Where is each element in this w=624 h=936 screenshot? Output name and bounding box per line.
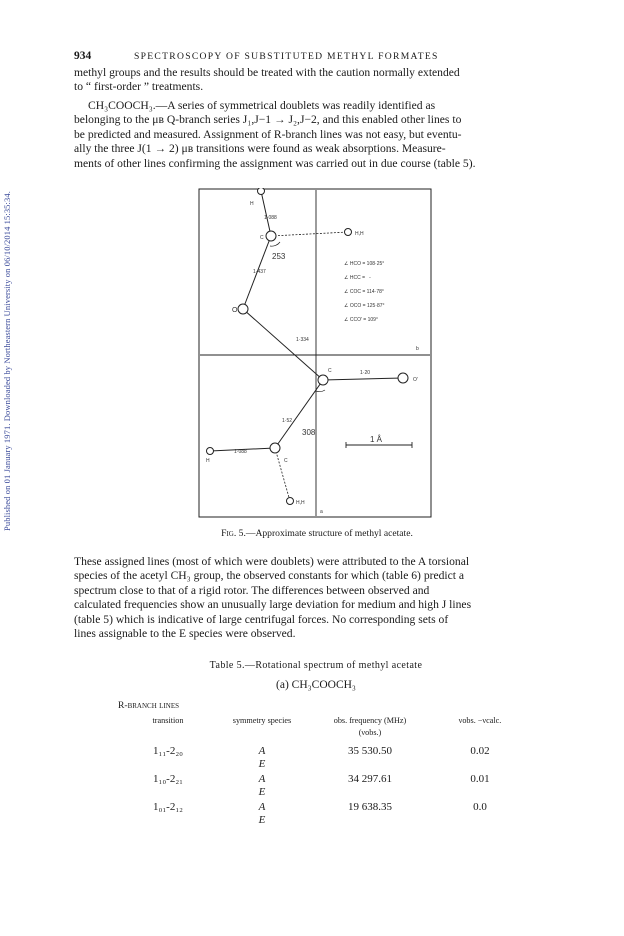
bond-o-c-mid (243, 309, 323, 380)
header-frequency: obs. frequency (MHz) (333, 716, 407, 725)
paragraph-2 (74, 99, 554, 171)
text-line: ally the three J(1 → 2) μʙ transitions were found as weak absorptions. Measure- (74, 142, 446, 156)
label-angle-308: 308 (302, 428, 316, 437)
figure-caption (172, 528, 462, 539)
label-o-prime: O′ (413, 377, 418, 383)
symmetry-a: A (258, 773, 266, 785)
text-line: ments of other lines confirming the assignment was carried out in due course (table 5). (74, 156, 476, 170)
label-bond-1088-bot: 1·088 (234, 449, 247, 455)
text-line: methyl groups and the results should be treated with the caution normally extended (74, 66, 460, 79)
table-row: 1₀₁-2₁₂ (152, 801, 183, 813)
text-line: be predicted and measured. Assignment of R-branch lines was not easy, but eventu- (74, 127, 462, 141)
atom-hh-bot (287, 498, 294, 505)
angle-arc-308 (316, 390, 325, 392)
symmetry-e: E (258, 814, 266, 826)
text-line: calculated frequencies show an unusually large deviation for medium and high J lines (74, 598, 472, 612)
label-hh-top: H,H (355, 231, 364, 237)
angle-coc: ∠ COC = 114·78° (344, 289, 384, 295)
label-angle-253: 253 (272, 252, 286, 261)
atom-h-bot (207, 448, 214, 455)
table-subtitle: (a) CH₃COOCH₃ (276, 679, 356, 691)
label-bond-120: 1·20 (360, 370, 371, 376)
text-line: belonging to the μʙ Q-branch series J₁,J−1 → J₂,J−2, and this enabled other lines to (74, 113, 462, 127)
obs-frequency: 35 530.50 (348, 745, 392, 757)
text-line: species of the acetyl CH₃ group, the observed constants for which (table 6) predict a (74, 569, 465, 583)
header-difference: νobs. −νcalc. (458, 716, 502, 725)
obs-frequency: 34 297.61 (348, 773, 392, 785)
figure-frame (199, 189, 431, 517)
paragraph-1 (74, 66, 554, 95)
atom-h-top (258, 188, 265, 195)
text-line: These assigned lines (most of which were doublets) were attributed to the A torsional (74, 555, 470, 568)
bond-c-hh-bot (275, 448, 290, 501)
publication-sidebar-note: Published on 01 January 1971. Downloaded by Northeastern University on 06/10/2014 15:35:34. (2, 191, 12, 531)
label-bond-1437: 1·437 (253, 269, 266, 275)
atom-o-prime (398, 373, 408, 383)
obs-minus-calc: 0.02 (470, 745, 490, 757)
text-line: to “ first-order ” treatments. (74, 80, 204, 94)
label-h-bot: H (206, 458, 210, 464)
label-bond-1088-top: 1·088 (264, 215, 277, 221)
atom-c-mid (318, 375, 328, 385)
page-number: 934 (74, 50, 92, 62)
label-h-top: H (250, 201, 254, 207)
symmetry-e: E (258, 758, 266, 770)
table-title: Table 5.—Rotational spectrum of methyl acetate (209, 660, 423, 671)
obs-frequency: 19 638.35 (348, 801, 392, 813)
text-line: (table 5) which is indicative of large centrifugal forces. No corresponding sets of (74, 612, 449, 626)
label-bond-1334: 1·334 (296, 337, 309, 343)
obs-minus-calc: 0.0 (473, 801, 487, 813)
text-line: spectrum close to that of a rigid rotor. The differences between observed and (74, 583, 430, 597)
figure-caption-text: —Approximate structure of methyl acetate. (245, 528, 413, 539)
angle-arc-253 (270, 242, 280, 246)
table-row: 1₁₀-2₂₁ (152, 773, 183, 785)
label-hh-bot: H,H (296, 500, 305, 506)
label-bond-152: 1·52 (282, 418, 293, 424)
atom-c-bot (270, 443, 280, 453)
running-title: SPECTROSCOPY OF SUBSTITUTED METHYL FORMATES (134, 51, 439, 62)
table-row: 1₁₁-2₂₀ (152, 745, 183, 757)
symmetry-a: A (258, 745, 266, 757)
header-symmetry: symmetry species (232, 716, 292, 725)
bond-c-hh-top (271, 232, 348, 236)
angle-hco: ∠ HCO = 108·25° (344, 261, 385, 267)
label-o-mid: O (232, 307, 238, 314)
label-c-bot: C (284, 458, 288, 464)
atom-c-top (266, 231, 276, 241)
table-section-label: R-branch lines (118, 700, 179, 711)
angle-hcc: ∠ HCC = - (344, 275, 371, 281)
header-transition: transition (152, 716, 184, 725)
text-line: lines assignable to the E species were observed. (74, 627, 296, 641)
obs-minus-calc: 0.01 (470, 773, 490, 785)
angle-oco: ∠ OCO = 125·87° (344, 303, 385, 309)
label-c-mid: C (328, 368, 332, 374)
label-scale-1a: 1 Å (370, 435, 383, 444)
paragraph-3 (74, 555, 554, 641)
label-a-axis: a (320, 509, 323, 515)
header-frequency-sub: (νobs.) (358, 728, 382, 737)
text-line: CH₃COOCH₃.—A series of symmetrical doublets was readily identified as (88, 99, 436, 112)
methyl-acetate-structure-figure (198, 188, 432, 518)
atom-o-mid (238, 304, 248, 314)
bond-h-c-top (261, 191, 271, 236)
symmetry-e: E (258, 786, 266, 798)
page-header (74, 50, 554, 62)
symmetry-a: A (258, 801, 266, 813)
bond-c-o-prime (323, 378, 403, 380)
label-c-top: C (260, 235, 264, 241)
angle-cco-prime: ∠ CCO′ = 109° (344, 317, 378, 323)
figure-caption-label: Fig. 5. (221, 528, 246, 539)
label-b-axis: b (416, 346, 419, 352)
atom-hh-top (345, 229, 352, 236)
